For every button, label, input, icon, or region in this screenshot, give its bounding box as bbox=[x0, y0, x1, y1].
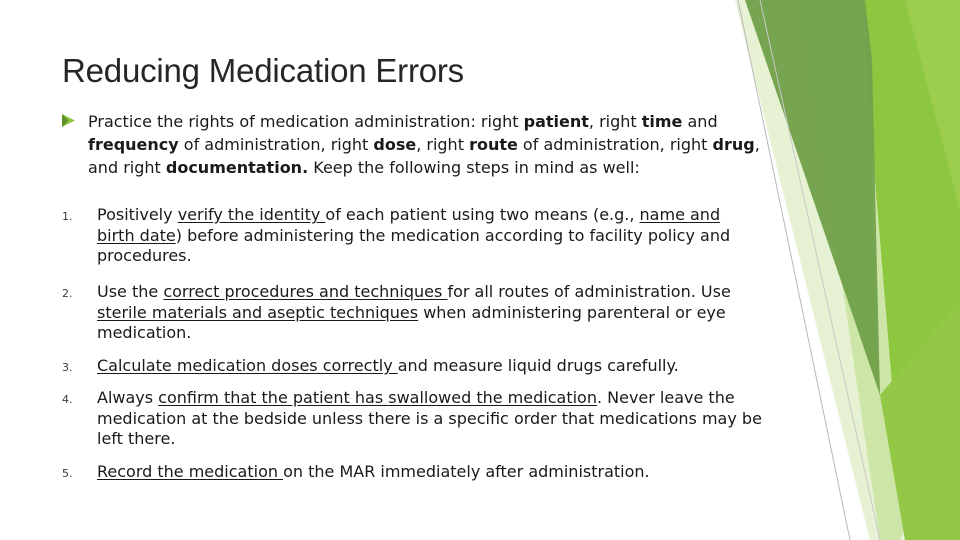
underlined-text: confirm that the patient has swallowed the medication bbox=[158, 388, 597, 407]
step-item bbox=[62, 282, 762, 344]
text-run: , right bbox=[416, 135, 470, 154]
underlined-text: sterile materials and aseptic techniques bbox=[97, 302, 419, 322]
step-item bbox=[62, 356, 762, 377]
step-number: 1. bbox=[62, 210, 73, 223]
underlined-text: Record the medication bbox=[97, 462, 284, 481]
intro-bullet bbox=[62, 110, 762, 179]
slide-title: Reducing Medication Errors bbox=[62, 52, 464, 89]
step-number: 2. bbox=[62, 287, 73, 300]
underlined-text: verify the identity bbox=[177, 205, 326, 224]
text-run: for all routes of administration. Use bbox=[447, 282, 731, 301]
text-run: and bbox=[682, 112, 718, 131]
text-run: and measure liquid drugs carefully. bbox=[397, 356, 679, 375]
step-text bbox=[97, 205, 762, 267]
text-run: . Never leave the medication at the bedside unless there is a specific order that medications may be left there. bbox=[97, 388, 762, 448]
emphasis-text: dose bbox=[373, 135, 417, 154]
text-run: Use the bbox=[97, 282, 164, 301]
step-text bbox=[97, 356, 762, 377]
step-text bbox=[97, 282, 762, 344]
step-number: 4. bbox=[62, 393, 73, 406]
step-text bbox=[97, 462, 762, 483]
text-run: Always bbox=[97, 388, 159, 407]
step-item bbox=[62, 205, 762, 267]
step-item bbox=[62, 462, 762, 483]
intro-text bbox=[88, 110, 762, 179]
text-run: ) before administering the medication according to facility policy and procedures. bbox=[97, 225, 731, 265]
text-run: of administration, right bbox=[517, 135, 713, 154]
emphasis-text: route bbox=[469, 135, 518, 154]
text-run: , and right bbox=[88, 135, 760, 177]
step-number: 3. bbox=[62, 361, 73, 374]
emphasis-text: documentation. bbox=[165, 158, 309, 177]
underlined-text: correct procedures and techniques bbox=[163, 282, 448, 301]
deco-facet-dark bbox=[745, 0, 880, 395]
text-run: Practice the rights of medication administration: right bbox=[88, 112, 524, 131]
emphasis-text: frequency bbox=[88, 135, 179, 154]
arrow-bullet-icon bbox=[62, 114, 75, 127]
emphasis-text: patient bbox=[523, 112, 589, 131]
text-run: of administration, right bbox=[178, 135, 374, 154]
text-run: Positively bbox=[97, 205, 178, 224]
text-run: Keep the following steps in mind as well: bbox=[308, 158, 640, 177]
text-run: when administering parenteral or eye medication. bbox=[97, 302, 726, 342]
text-run: , right bbox=[588, 112, 642, 131]
step-text bbox=[97, 388, 762, 450]
emphasis-text: drug bbox=[712, 135, 755, 154]
text-run: on the MAR immediately after administration. bbox=[283, 462, 650, 481]
step-number: 5. bbox=[62, 467, 73, 480]
underlined-text: name and birth date bbox=[97, 205, 721, 245]
underlined-text: Calculate medication doses correctly bbox=[97, 356, 398, 375]
step-item bbox=[62, 388, 762, 450]
emphasis-text: time bbox=[641, 112, 683, 131]
text-run: of each patient using two means (e.g., bbox=[325, 205, 640, 224]
